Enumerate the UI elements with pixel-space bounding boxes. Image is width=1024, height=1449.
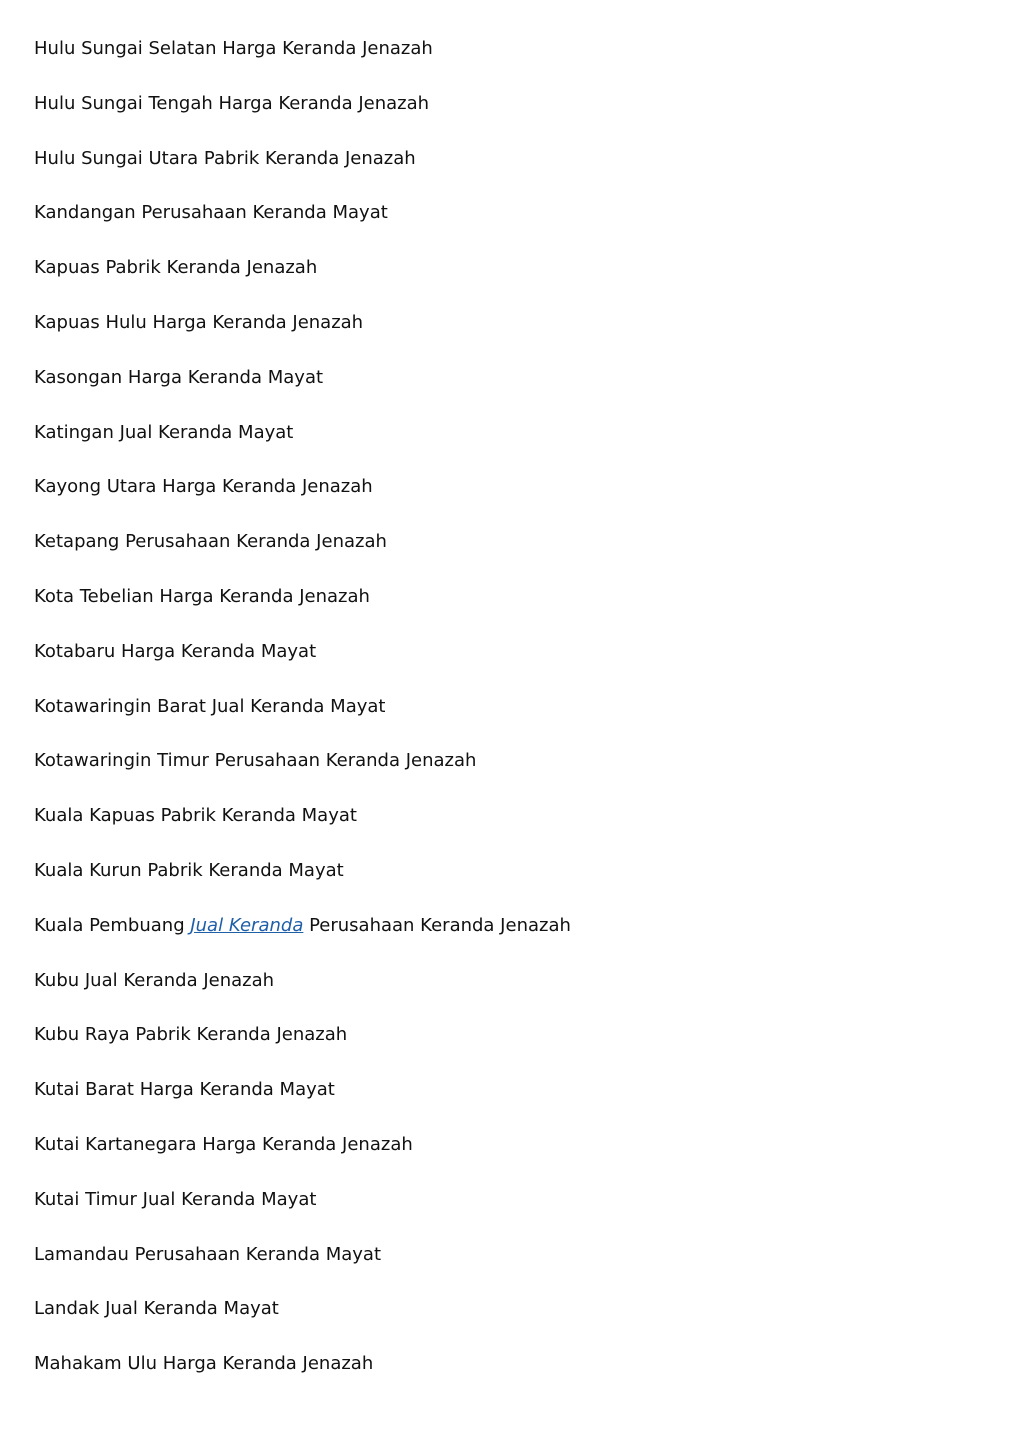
text-line-with-link	[34, 911, 994, 966]
text-line: Kutai Kartanegara Harga Keranda Jenazah	[34, 1133, 413, 1155]
text-line: Landak Jual Keranda Mayat	[34, 1298, 279, 1320]
jual-keranda-link[interactable]: Jual Keranda	[190, 914, 304, 936]
text-line: Kayong Utara Harga Keranda Jenazah	[34, 476, 373, 498]
text-line: Kotabaru Harga Keranda Mayat	[34, 640, 317, 662]
text-line: Lamandau Perusahaan Keranda Mayat	[34, 1243, 382, 1265]
text-line: Katingan Jual Keranda Mayat	[34, 421, 294, 443]
text-line: Kutai Timur Jual Keranda Mayat	[34, 1188, 317, 1210]
text-line: Kota Tebelian Harga Keranda Jenazah	[34, 585, 370, 607]
text-line: Kubu Raya Pabrik Keranda Jenazah	[34, 1024, 348, 1046]
text-line: Hulu Sungai Tengah Harga Keranda Jenazah	[34, 92, 430, 114]
text-line: Kotawaringin Timur Perusahaan Keranda Jenazah	[34, 750, 477, 772]
text-line: Kasongan Harga Keranda Mayat	[34, 366, 324, 388]
text-line: Kubu Jual Keranda Jenazah	[34, 969, 275, 991]
text-segment: Perusahaan Keranda Jenazah	[303, 914, 571, 936]
text-line: Kandangan Perusahaan Keranda Mayat	[34, 202, 388, 224]
text-line: Hulu Sungai Selatan Harga Keranda Jenazah	[34, 38, 433, 59]
document-page	[34, 34, 994, 1404]
text-segment: Kuala Pembuang	[34, 914, 191, 936]
text-line: Kutai Barat Harga Keranda Mayat	[34, 1079, 335, 1101]
text-line: Kotawaringin Barat Jual Keranda Mayat	[34, 695, 386, 717]
text-line: Kapuas Pabrik Keranda Jenazah	[34, 257, 318, 279]
text-line: Mahakam Ulu Harga Keranda Jenazah	[34, 1353, 374, 1375]
text-line: Ketapang Perusahaan Keranda Jenazah	[34, 531, 387, 553]
text-line: Hulu Sungai Utara Pabrik Keranda Jenazah	[34, 147, 416, 169]
text-line: Kuala Kapuas Pabrik Keranda Mayat	[34, 805, 357, 827]
text-line: Kuala Kurun Pabrik Keranda Mayat	[34, 859, 344, 881]
text-line: Kapuas Hulu Harga Keranda Jenazah	[34, 311, 364, 333]
